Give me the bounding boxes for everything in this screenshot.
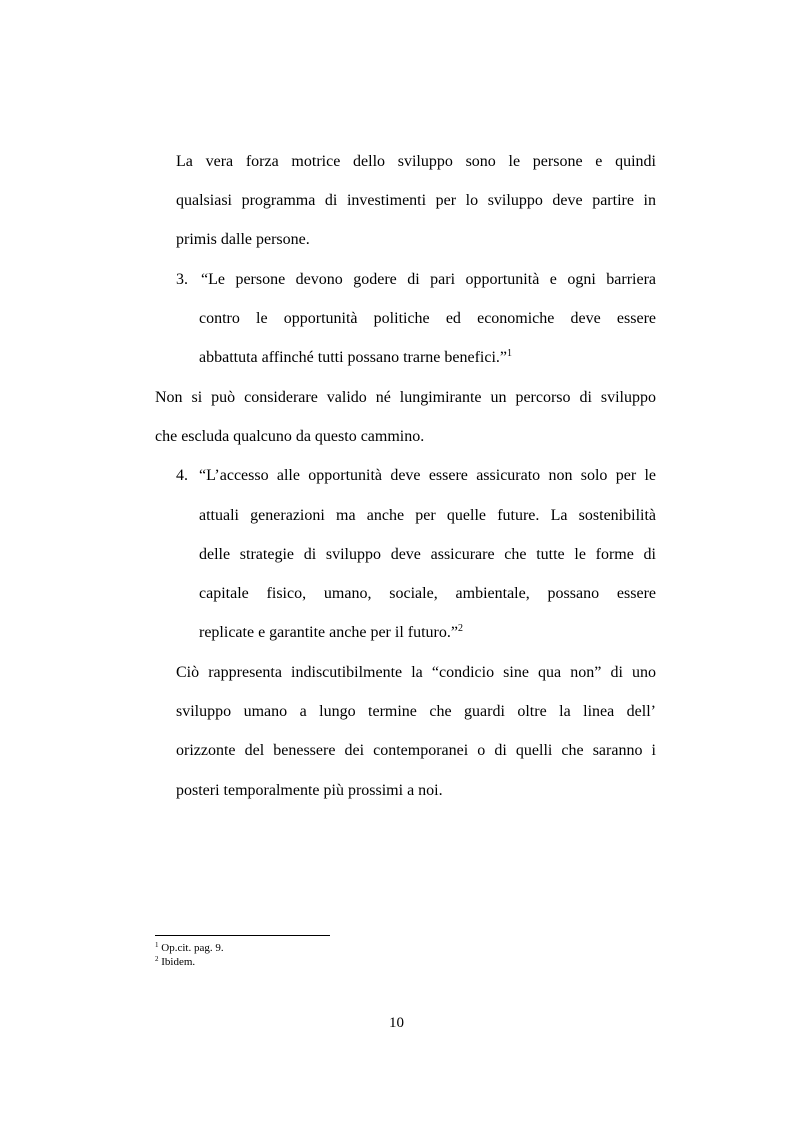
item-4-line-5-text: replicate e garantite anche per il futuro.”	[199, 624, 458, 641]
footnote-ref-2: 2	[457, 623, 463, 634]
footnote-2-text: Ibidem.	[161, 956, 196, 968]
item-3-line-1: “Le persone devono godere di pari opportunità e ogni barriera	[201, 271, 656, 288]
item-3-line-3-text: abbattuta affinché tutti possano trarne benefici.”	[199, 349, 508, 366]
item-4-line-5	[199, 623, 656, 643]
footnote-1-text: Op.cit. pag. 9.	[161, 942, 224, 954]
paragraph-3-line-3: orizzonte del benessere dei contemporanei o di quelli che saranno i	[176, 742, 656, 759]
item-3-line-2: contro le opportunità politiche ed economiche deve essere	[199, 310, 656, 327]
item-3-line-3	[199, 348, 656, 368]
paragraph-1-line-3: primis dalle persone.	[176, 231, 310, 248]
item-4-line-1: “L’accesso alle opportunità deve essere assicurato non solo per le	[199, 467, 656, 484]
paragraph-2-line-1: Non si può considerare valido né lungimirante un percorso di sviluppo	[155, 389, 656, 406]
footnote-ref-1: 1	[507, 348, 513, 359]
paragraph-3-line-1: Ciò rappresenta indiscutibilmente la “condicio sine qua non” di uno	[176, 664, 656, 681]
item-4-line-3: delle strategie di sviluppo deve assicurare che tutte le forme di	[199, 546, 656, 563]
paragraph-1-line-1: La vera forza motrice dello sviluppo sono le persone e quindi	[176, 153, 656, 170]
footnote-separator	[155, 935, 330, 936]
footnote-2-mark: 2	[155, 955, 159, 963]
list-number-3: 3.	[176, 271, 188, 288]
item-4-line-2: attuali generazioni ma anche per quelle future. La sostenibilità	[199, 507, 656, 524]
paragraph-3-line-2: sviluppo umano a lungo termine che guardi oltre la linea dell’	[176, 703, 656, 720]
footnote-1	[155, 942, 224, 955]
footnote-1-mark: 1	[155, 941, 159, 949]
footnote-2	[155, 956, 195, 969]
paragraph-3-line-4: posteri temporalmente più prossimi a noi.	[176, 782, 443, 799]
paragraph-1-line-2: qualsiasi programma di investimenti per lo sviluppo deve partire in	[176, 192, 656, 209]
list-number-4: 4.	[176, 467, 188, 484]
paragraph-2-line-2: che escluda qualcuno da questo cammino.	[155, 428, 425, 445]
item-4-line-4: capitale fisico, umano, sociale, ambientale, possano essere	[199, 585, 656, 602]
page-number: 10	[389, 1015, 404, 1031]
